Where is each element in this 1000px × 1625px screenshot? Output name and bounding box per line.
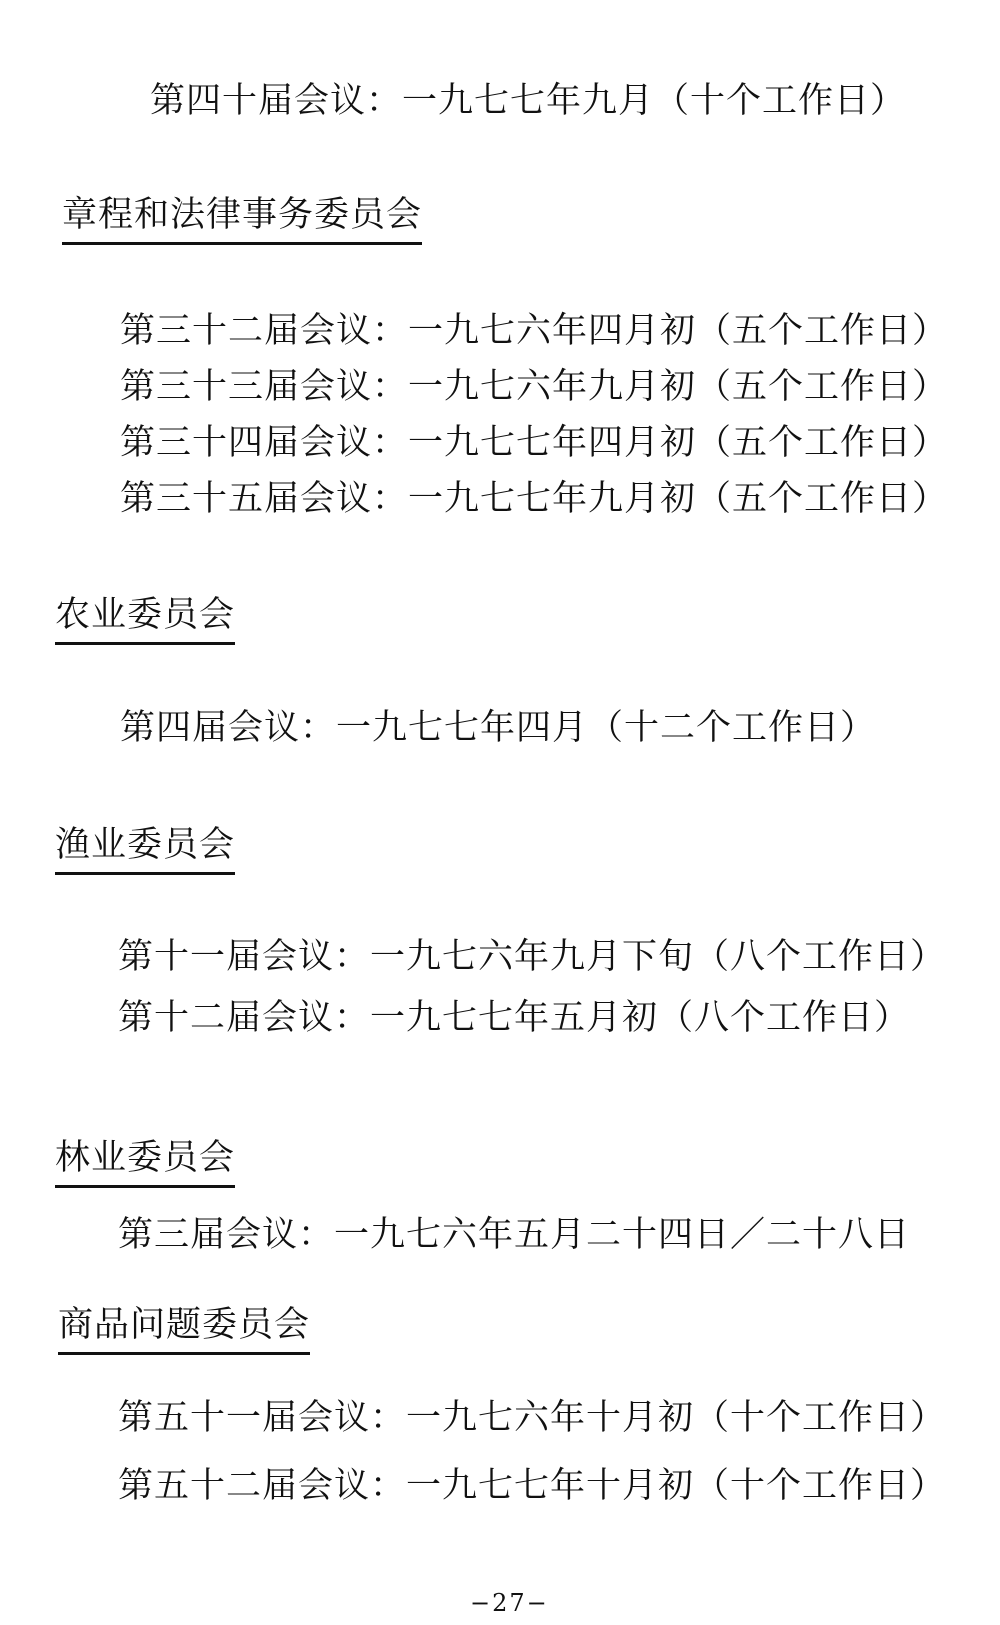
session-entry: 第三十二届会议：一九七六年四月初（五个工作日）	[120, 311, 949, 351]
session-entry: 第五十一届会议：一九七六年十月初（十个工作日）	[118, 1398, 947, 1438]
session-entry: 第四十届会议：一九七七年九月（十个工作日）	[150, 81, 907, 121]
session-entry: 第十一届会议：一九七六年九月下旬（八个工作日）	[118, 937, 947, 977]
section-heading-fisheries: 渔业委员会	[55, 822, 235, 875]
session-entry: 第十二届会议：一九七七年五月初（八个工作日）	[118, 998, 911, 1038]
session-entry: 第三十五届会议：一九七七年九月初（五个工作日）	[120, 479, 949, 519]
section-heading-forestry: 林业委员会	[55, 1135, 235, 1188]
session-entry: 第五十二届会议：一九七七年十月初（十个工作日）	[118, 1466, 947, 1506]
session-entry: 第三十四届会议：一九七七年四月初（五个工作日）	[120, 423, 949, 463]
session-entry: 第三届会议：一九七六年五月二十四日／二十八日	[118, 1215, 911, 1255]
session-entry: 第四届会议：一九七七年四月（十二个工作日）	[120, 708, 877, 748]
section-heading-agriculture: 农业委员会	[55, 592, 235, 645]
section-heading-commodity-problems: 商品问题委员会	[58, 1302, 310, 1355]
session-entry: 第三十三届会议：一九七六年九月初（五个工作日）	[120, 367, 949, 407]
page-number: −27−	[470, 1589, 549, 1617]
section-heading-constitutional-legal: 章程和法律事务委员会	[62, 192, 422, 245]
